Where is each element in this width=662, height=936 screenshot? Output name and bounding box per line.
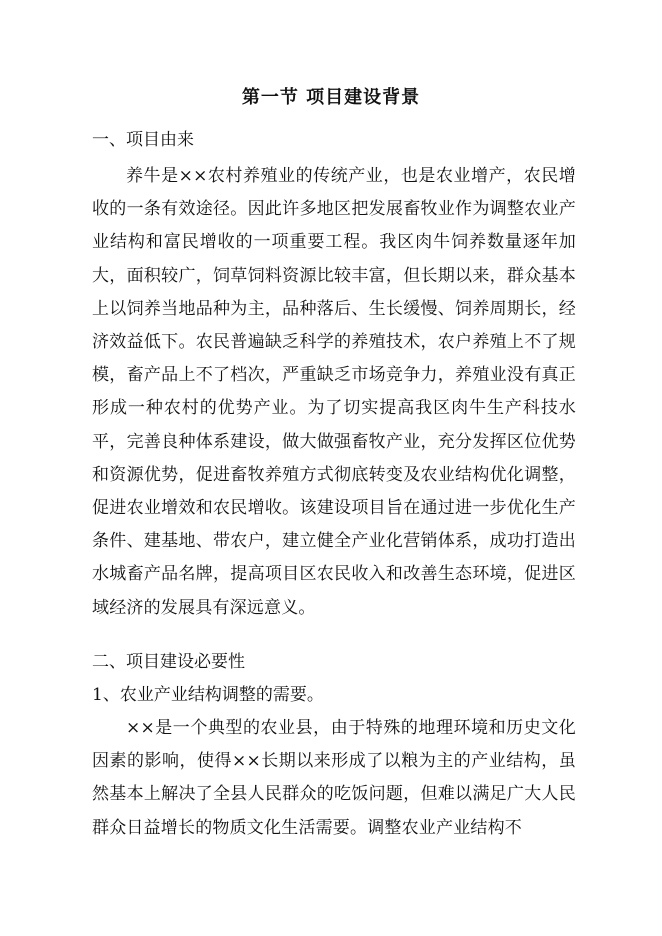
heading-project-necessity: 二、项目建设必要性 xyxy=(92,652,245,672)
subheading-structure-adjustment: 1、农业产业结构调整的需要。 xyxy=(92,685,324,705)
heading-project-origin: 一、项目由来 xyxy=(92,130,194,150)
section-title: 第一节 项目建设背景 xyxy=(241,87,421,108)
paragraph-project-origin: 养牛是××农村养殖业的传统产业，也是农业增产，农民增收的一条有效途径。因此许多地区把发展畜牧业作为调整农业产业结构和富民增收的一项重要工程。我区肉牛饲养数量逐年加大，面积较广，饲草饲料资源比较丰富，但长期以来，群众基本上以饲养当地品种为主，品种落后、生长缓慢、饲养周期长，经济效益低下。农民普遍缺乏科学的养殖技术，农户养殖上不了规模，畜产品上不了档次，严重缺乏市场竞争力，养殖业没有真正形成一种农村的优势产业。为了切实提高我区肉牛生产科技水平，完善良种体系建设，做大做强畜牧产业，充分发挥区位优势和资源优势，促进畜牧养殖方式彻底转变及农业结构优化调整，促进农业增效和农民增收。该建设项目旨在通过进一步优化生产条件、建基地、带农户，建立健全产业化营销体系，成功打造出水城畜产品名牌，提高项目区农民收入和改善生态环境，促进区域经济的发展具有深远意义。 xyxy=(92,166,576,618)
paragraph-structure-adjustment: ××是一个典型的农业县，由于特殊的地理环境和历史文化因素的影响，使得××长期以来形成了以粮为主的产业结构，虽然基本上解决了全县人民群众的吃饭问题，但难以满足广大人民群众日益增长的物质文化生活需要。调整农业产业结构不 xyxy=(92,718,576,838)
